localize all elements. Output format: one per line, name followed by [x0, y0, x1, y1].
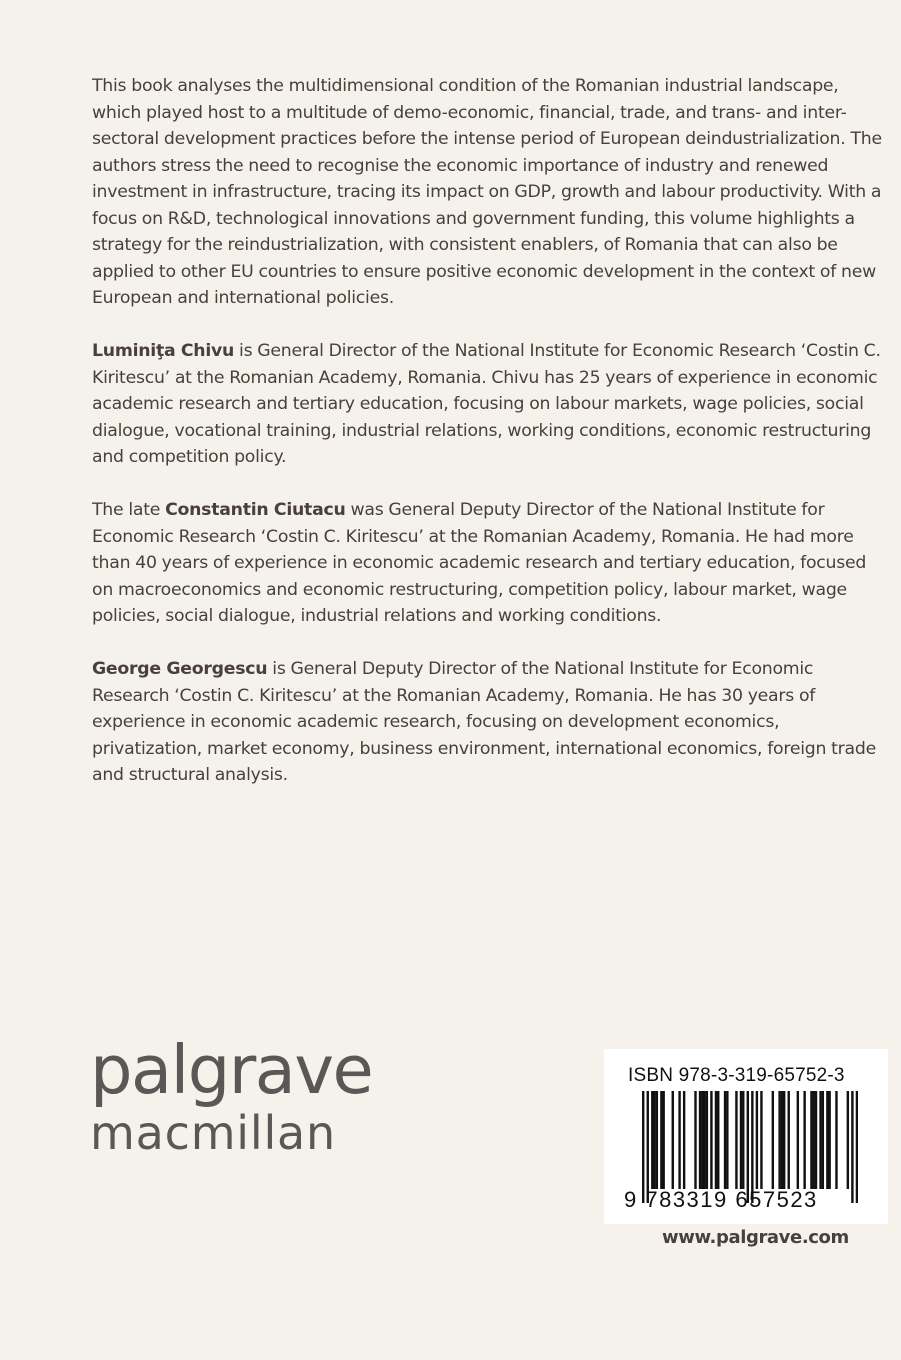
logo-macmillan: macmillan [90, 1106, 336, 1160]
barcode-bar [815, 1091, 817, 1189]
barcode-bar [656, 1091, 658, 1189]
author-bio-text: is General Director of the National Institute for Economic Research ‘Costin C. Kiritescu’ at the Romanian Academy, Romania. Chivu has 25 years of experience in economic academic research and tertiary education, focusing on labour markets, wage policies, social dialogue, vocational training, industrial relations, working conditions, economic restructuring and competition policy. [92, 341, 881, 467]
barcode-bar [683, 1091, 685, 1189]
barcode-bar [788, 1091, 790, 1189]
barcode-bar [651, 1091, 653, 1189]
barcode-bar [810, 1091, 812, 1189]
barcode-bar [813, 1091, 815, 1189]
barcode-bar [835, 1091, 837, 1189]
author-prefix: The late [92, 500, 166, 520]
barcode-bar [717, 1091, 719, 1189]
author-name: Constantin Ciutacu [165, 500, 346, 520]
barcode-bar [678, 1091, 680, 1189]
author-name: Luminiţa Chivu [92, 341, 235, 361]
author-name: George Georgescu [92, 659, 268, 679]
barcode-bar [851, 1091, 853, 1203]
barcode-bar [653, 1091, 655, 1189]
book-description: This book analyses the multidimensional condition of the Romanian industrial landscape, which played host to a multitude of demo-economic, financial, trade, and trans- and inter-sectoral development practices before the intense period of European deindustrialization. The authors stress the need to recognise the economic importance of industry and renewed investment in infrastructure, tracing its impact on GDP, growth and labour productivity. With a focus on R&D, technological innovations and government funding, this volume highlights a strategy for the reindustrialization, with consistent enablers, of Romania that can also be applied to other EU countries to ensure positive economic development in the context of new European and international policies. [92, 76, 882, 308]
barcode-digits: 9 783319 657523 [624, 1187, 818, 1212]
barcode-bar [735, 1091, 737, 1189]
barcode-bar [772, 1091, 774, 1189]
publisher-url[interactable]: www.palgrave.com [662, 1227, 849, 1248]
author-bio-text: was General Deputy Director of the National Institute for Economic Research ‘Costin C. Kiritescu’ at the Romanian Academy, Romania. He had more than 40 years of experience in economic academic research and tertiary education, focused on macroeconomics and economic restructuring, competition policy, labour market, wage policies, social dialogue, industrial relations and working conditions. [92, 500, 867, 626]
barcode-bar [760, 1091, 762, 1189]
barcode-bar [778, 1091, 780, 1189]
back-cover-text [92, 73, 892, 815]
barcode-bar [740, 1091, 742, 1189]
isbn-label: ISBN 978-3-319-65752-3 [628, 1065, 845, 1086]
barcode-bar [660, 1091, 662, 1189]
barcode-bar [826, 1091, 828, 1189]
barcode-bar [710, 1091, 712, 1189]
barcode-bar [856, 1091, 858, 1203]
author-bio-georgescu [92, 656, 892, 789]
barcode-bar [706, 1091, 708, 1189]
barcode-bar [797, 1091, 799, 1189]
barcode-bar [672, 1091, 674, 1189]
barcode-bar [828, 1091, 830, 1189]
logo-palgrave: palgrave [90, 1031, 373, 1109]
author-bio-chivu [92, 338, 892, 471]
barcode-bar [847, 1091, 849, 1189]
publisher-logo [90, 1032, 372, 1158]
barcode-bar [781, 1091, 783, 1189]
barcode-bar [803, 1091, 805, 1189]
barcode-bar [703, 1091, 705, 1189]
barcode-bar [819, 1091, 821, 1189]
barcode-bar [742, 1091, 744, 1189]
barcode-bar [726, 1091, 728, 1189]
barcode-bar [724, 1091, 726, 1189]
barcode-bar [756, 1091, 758, 1189]
author-bio-ciutacu [92, 497, 892, 630]
author-bio-text: is General Deputy Director of the National Institute for Economic Research ‘Costin C. Kiritescu’ at the Romanian Academy, Romania. He has 30 years of experience in economic academic research, focusing on development economics, privatization, market economy, business environment, international economics, foreign trade and structural analysis. [92, 659, 876, 785]
barcode-bar [662, 1091, 664, 1189]
barcode-bar [822, 1091, 824, 1189]
barcode-bar [699, 1091, 701, 1189]
barcode-panel [604, 1049, 888, 1224]
barcode-bar [783, 1091, 785, 1189]
barcode-bar [701, 1091, 703, 1189]
barcode-bar [715, 1091, 717, 1189]
barcode-bar [694, 1091, 696, 1189]
